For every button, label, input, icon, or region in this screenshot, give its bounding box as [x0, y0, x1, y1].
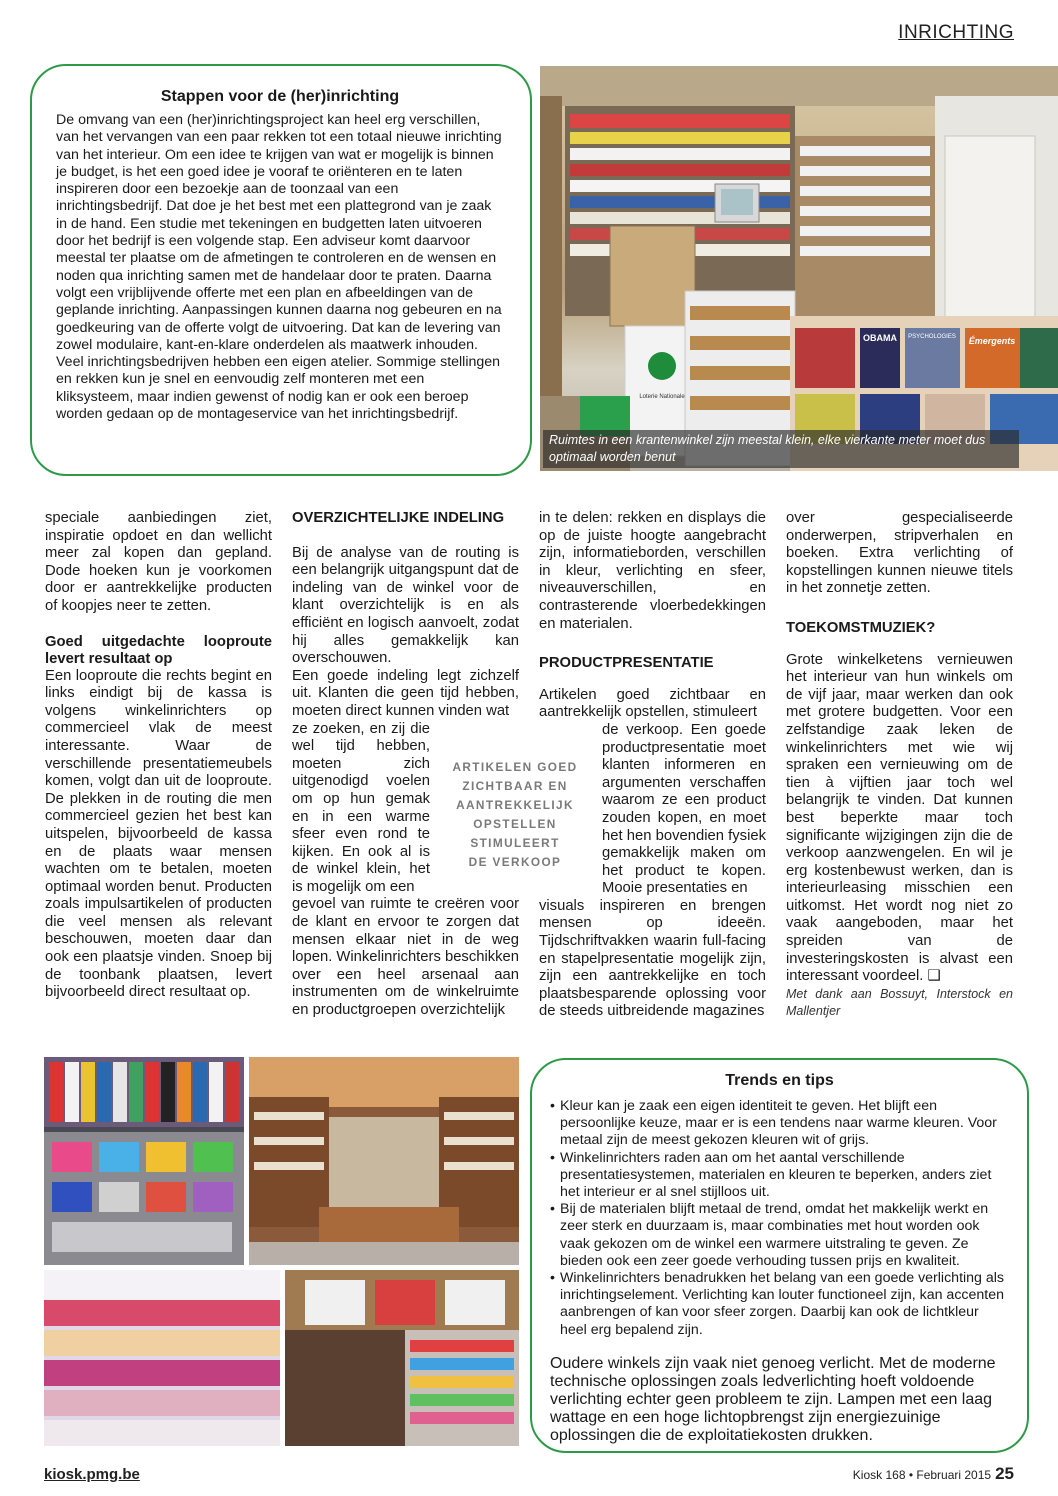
trends-list — [550, 1098, 1009, 1339]
magazine-cover-3: Émergents — [968, 336, 1016, 346]
col4-heading: TOEKOMSTMUZIEK? — [786, 619, 936, 636]
col4-paragraph-1: over gespecialiseerde onderwerpen, stripverhalen en boeken. Extra verlichting of kopstellingen kunnen nieuwe titels in het zonnetje zetten. — [786, 510, 1013, 597]
footer-issue — [853, 1464, 1014, 1484]
col3-heading: PRODUCTPRESENTATIE — [539, 655, 714, 672]
col3-paragraph-2: Artikelen goed zichtbaar en aantrekkelijk opstellen, stimuleert — [539, 686, 766, 721]
column-1 — [45, 510, 272, 1002]
store-counter-illustration — [249, 1057, 519, 1265]
pull-quote-line: ZICHTBAAR EN — [462, 779, 568, 793]
magazine-cover-1: OBAMA — [863, 333, 897, 343]
steps-box-title: Stappen voor de (her)inrichting — [160, 88, 400, 105]
lottery-sign-text: Loterie Nationale — [639, 394, 685, 400]
tip-text: Bij de materialen blijft metaal de trend, omdat het makkelijk werkt en zeer sterk en duurzaam is, maar combinaties met hout worden ook vaak gekozen om de winkel een warmere uitstraling te geven. Ze bieden ook een zeer goede verhouding tussen prijs en kwaliteit. — [560, 1201, 989, 1269]
steps-box-body: De omvang van een (her)inrichtingsproject kan heel erg verschillen, van het vervangen van een paar rekken tot een totaal nieuwe inrichting van het interieur. Om een idee te krijgen van wat er mogelijk is binnen je budget, is het een goed idee je vooraf te oriënteren en te laten inspireren door een bezoekje aan de toonzaal van een inrichtingsbedrijf. Dat doe je het best met een plattegrond van je zaak in de hand. Een studie met tekeningen en budgetten laten uitvoeren door het bedrijf is een volgende stap. Een adviseur komt daarvoor meestal ter plaatse om de afmetingen te controleren en de wensen en noden qua inrichting samen met de handelaar door te praten. Daarna volgt een vrijblijvende offerte met een plan en afbeeldingen van de geplande inrichting. Aanpassingen kunnen daarna nog gebeuren en na goedkeuring van de offerte volgt de uitvoering. Dat kan de levering van zowel modulaire, kant-en-klare onderdelen als maatwerk inhouden. Veel inrichtingsbedrijven hebben een eigen atelier. Sommige stellingen en rekken kun je snel en eenvoudig zelf monteren met een kliksysteem, maar indien gewenst of nodig kan er ook een beroep worden gedaan op de montageservice van het inrichtingsbedrijf. — [56, 112, 502, 423]
bullet-icon: • — [550, 1149, 555, 1166]
shop-interior-illustration — [540, 66, 1058, 471]
col2-paragraph-4: gevoel van ruimte te creëren voor de klant en ervoor te zorgen dat mensen elkaar niet in de weg lopen. Winkelinrichters beschikken over een heel arsenaal aan instrumenten om de winkelruimte en productgroepen overzichtelijk — [292, 896, 519, 1019]
trends-box — [530, 1058, 1029, 1453]
pull-quote-line: STIMULEERT — [470, 836, 560, 850]
col2-paragraph-3: ze zoeken, en zij die wel tijd hebben, moeten zich uitgenodigd voelen om op hun gemak en in een warme sfeer even rond te kijken. En ook al is de winkel klein, het is mogelijk om een — [292, 720, 430, 895]
tip-text: Kleur kan je zaak een eigen identiteit te geven. Het blijft een persoonlijke keuze, maar er is een tendens naar warme kleuren. Voor metaal zijn de meest gekozen kleuren wit of grijs. — [560, 1098, 997, 1149]
list-item — [550, 1201, 1009, 1270]
pull-quote-line: AANTREKKELIJK — [456, 798, 574, 812]
col3-paragraph-4: visuals inspireren en brengen mensen op ideeën. Tijdschriftvakken waarin full-facing en stapelpresentatie mogelijk zijn, zijn een aantrekkelijke en toch plaatsbesparende oplossing voor de steeds uitbreidende magazines — [539, 897, 766, 1020]
tip-text: Winkelinrichters benadrukken het belang van een goede verlichting als inrichtingselement. Verlichting kan louter functioneel zijn, kan accenten aanbrengen of kan voor sfeer zorgen. Daarbij kan ook de lichtkleur heel erg bepalend zijn. — [560, 1270, 1005, 1338]
pull-quote-line: OPSTELLEN — [473, 817, 557, 831]
col3-paragraph-1: in te delen: rekken en displays die op de juiste hoogte aangebracht zijn, informatieborden, verschillen in kleur, verlichting en sfeer, niveauverschillen, en contrasterende vloerbedekkingen en materialen. — [539, 510, 766, 632]
tip-text: Winkelinrichters raden aan om het aantal verschillende presentatiesystemen, materialen en kleuren te beperken, anders ziet het interieur er al snel stijlloos uit. — [560, 1149, 992, 1201]
issue-text: Kiosk 168 • Februari 2015 — [852, 1468, 992, 1482]
section-tag: INRICHTING — [898, 22, 1014, 43]
stationery-photo — [44, 1057, 244, 1265]
magazine-cover-2: PSYCHOLOGIES — [908, 334, 956, 340]
pull-quote-line: DE VERKOOP — [468, 855, 562, 869]
magazine-wall-illustration — [44, 1270, 280, 1446]
trends-box-title: Trends en tips — [725, 1072, 834, 1089]
col2-heading: OVERZICHTELIJKE INDELING — [292, 510, 505, 526]
end-mark-icon: ❑ — [927, 968, 941, 985]
column-3 — [539, 510, 766, 1021]
list-item — [550, 1270, 1009, 1339]
list-item — [550, 1098, 1009, 1150]
candy-rack-photo — [285, 1270, 519, 1446]
col2-paragraph-1: Bij de analyse van de routing is een belangrijk uitgangspunt dat de indeling van de winkel voor de klant overzichtelijk is en als efficiënt en logisch aanvoelt, zodat hij alles gemakkelijk kan overschouwen. — [292, 544, 519, 667]
tip-extra-text: Oudere winkels zijn vaak niet genoeg verlicht. Met de moderne technische oplossingen zoals ledverlichting hoeft voldoende verlichting echter geen probleem te zijn. Lampen met een laag wattage en een hoge lichtopbrengst zijn energiezuinige oplossingen die de exploitatiekosten drukken. — [550, 1354, 996, 1444]
page-number: 25 — [995, 1464, 1014, 1483]
credits: Met dank aan Bossuyt, Interstock en Mallentjer — [786, 986, 1013, 1018]
store-counter-photo — [249, 1057, 519, 1265]
col4-paragraph-2 — [786, 652, 1013, 986]
photo-caption: Ruimtes in een krantenwinkel zijn meestal klein, elke vierkante meter moet dus optimaal worden benut — [543, 430, 1019, 468]
col1-paragraph-1: speciale aanbiedingen ziet, inspiratie opdoet en dan wellicht meer zal kopen dan gepland. Dode hoeken kun je voorkomen door er aantrekkelijke producten of koopjes neer te zetten. — [45, 510, 272, 614]
stationery-illustration — [44, 1057, 244, 1265]
steps-box — [30, 64, 532, 476]
footer-url[interactable]: kiosk.pmg.be — [44, 1466, 140, 1483]
col3-paragraph-3: de verkoop. Een goede productpresentatie moet klanten informeren en argumenten verschaffen waarom ze een product zouden kopen, en moet het hen bovendien fysiek gemakkelijk maken om het product te kopen. Mooie presentaties en — [602, 721, 766, 897]
list-item — [550, 1150, 1009, 1202]
col4-paragraph-2-text: Grote winkelketens vernieuwen het interieur van hun winkels om de vijf jaar, maar werken dan ook met grotere budgetten. Voor een zelfstandige zaak leken de winkelinrichters met wie wij spraken een vernieuwing om de tien à vijftien jaar toch wel belangrijk te vinden. Dat kunnen best beperkte maar toch significante wijzigingen zijn die de verkoop aanzwengelen. En wil je erg kostenbewust werken, dan is interieurleasing misschien een uitkomst. Het wordt nog niet zo vaak aangeboden, maar het spreiden van de investeringskosten is alvast een interessant voordeel. — [786, 651, 1013, 985]
col2-paragraph-2: Een goede indeling legt zichzelf uit. Klanten die geen tijd hebben, moeten direct kunnen vinden wat — [292, 667, 519, 719]
bullet-icon: • — [550, 1270, 555, 1287]
candy-rack-illustration — [285, 1270, 519, 1446]
bullet-icon: • — [550, 1098, 555, 1114]
shop-interior-photo — [540, 66, 1058, 471]
col1-paragraph-2: Een looproute die rechts begint en links eindigt bij de kassa is volgens winkelinrichters op commercieel vlak de meest interessante. Waar de verschillende presentatiemeubels komen, volgt dan uit de looproute. De plekken in de routing die men commercieel gezien het best kan uitspelen, bijvoorbeeld de kassa en de plaats waar mensen wachten om te betalen, moeten optimaal worden benut. Producten zoals impulsartikelen of producten die veel mensen als relevant beschouwen, moeten daar dan ook een plaatsje vinden. Snoep bij de toonbank plaatsen, levert bijvoorbeeld direct resultaat op. — [45, 667, 272, 1001]
column-4 — [786, 510, 1013, 1020]
magazine-wall-photo — [44, 1270, 280, 1446]
bullet-icon: • — [550, 1201, 555, 1218]
pull-quote-line: ARTIKELEN GOED — [452, 760, 578, 774]
col1-heading: Goed uitgedachte looproute levert resultaat op — [45, 633, 272, 667]
